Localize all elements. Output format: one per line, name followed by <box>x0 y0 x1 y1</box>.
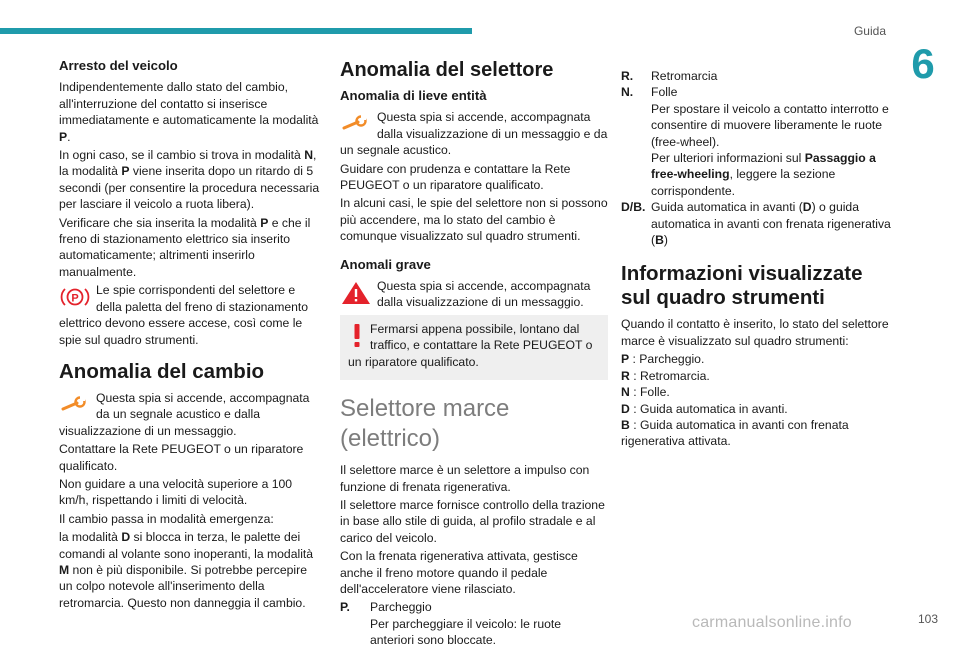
heading-arresto: Arresto del veicolo <box>59 58 178 73</box>
list-item: N : Folle. <box>621 385 670 400</box>
wrench-warning-icon <box>59 392 91 418</box>
definition-db: D/B. Guida automatica in avanti (D) o guida automatica in avanti con frenata rigenerativa (B) <box>621 200 891 248</box>
heading-selettore-elettrico: Selettore marce (elettrico) <box>340 395 510 453</box>
list-item: B : Guida automatica in avanti con frenata rigenerativa attivata. <box>621 417 849 449</box>
column-left: Arresto del veicolo Indipendentemente dallo stato del cambio, all'interruzione del contatto si inserisce immediatamente e automaticamente la modalità P. In ogni caso, se il cambio si trova in modalità N, la modalità P viene inserita dopo un ritardo di 5 secondi (per consentire la procedura necessaria per lasciare il veicolo a ruota libera). Verificare che sia inserita la modalità P e che il freno di stazionamento elettrico sia inserito automaticamente; altrimenti inserirlo manualmente. P Le spie corrispondenti del selettore e della paletta del freno di stazionamento elettrico devono essere accese, così come le spie sul quadro strumenti. Anomalia del cambio Questa spia si accende, accompagnata da un segnale acustico e dalla visualizzazione di un messaggio. Contattare la Rete PEUGEOT o un riparatore qualificato. Non guidare a una velocità superiore a 100 km/h, rispettando i limiti di velocità. Il cambio passa in modalità emergenza: la modalità D si blocca in terza, le palette dei comandi al volante sono inoperanti, la modalità M non è più disponibile. Si potrebbe percepire un colpo notevole all'inserimento della retromarcia. Questo non danneggia il cambio. <box>59 58 320 610</box>
section-title: Guida <box>853 24 886 38</box>
warning-box: Fermarsi appena possibile, lontano dal traffico, e contattare la Rete PEUGEOT o un riparatore qualificato. <box>340 315 608 380</box>
exclamation-icon <box>348 321 366 349</box>
heading-grave: Anomali grave <box>340 256 431 272</box>
definition-p: P. Parcheggio Per parcheggiare il veicolo: le ruote anteriori sono bloccate. <box>340 600 562 648</box>
heading-anomalia-selettore: Anomalia del selettore <box>340 59 554 81</box>
definition-r: R. Retromarcia <box>621 69 718 83</box>
list-item: R : Retromarcia. <box>621 368 710 383</box>
chapter-number: 6 <box>911 40 935 87</box>
parking-brake-icon <box>59 284 91 310</box>
paragraph: la modalità D si blocca in terza, le palette dei comandi al volante sono inoperanti, la modalità M non è più disponibile. Si potrebbe percepire un colpo notevole all'inserimento della retromarcia. Questo non danneggia il cambio. <box>59 530 314 610</box>
column-middle: Anomalia del selettore Anomalia di lieve entità Questa spia si accende, accompagnata dalla visualizzazione di un messaggio e da un segnale acustico. Guidare con prudenza e contattare la Rete PEUGEOT o un riparatore qualificato. In alcuni casi, le spie del selettore non si possono più accendere, ma lo stato del cambio è comunque visualizzato sul quadro strumenti. Anomali grave Questa spia si accende, accompagnata dalla visualizzazione di un messaggio. Fermarsi appena possibile, lontano dal traffico, e contattare la Rete PEUGEOT o un riparatore qualificato. Selettore marce (elettrico) Il selettore marce è un selettore a impulso con funzione di frenata rigenerativa. Il selettore marce fornisce controllo della trazione in base allo stile di guida, al profilo stradale e al carico del veicolo. Con la frenata rigenerativa attivata, gestisce anche il freno motore quando il pedale dell'acceleratore viene rilasciato. P. Parcheggio Per parcheggiare il veicolo: le ruote anteriori sono bloccate. <box>340 59 608 648</box>
heading-informazioni: Informazioni visualizzate sul quadro strumenti <box>621 262 863 310</box>
parking-brake-note: P Le spie corrispondenti del selettore e della paletta del freno di stazionamento elettrico devono essere accese, così come le spie sul quadro strumenti. <box>59 283 309 347</box>
gear-status-list <box>621 351 891 449</box>
cambio-warning-note: Questa spia si accende, accompagnata da un segnale acustico e dalla visualizzazione di un messaggio. <box>59 390 310 438</box>
list-item: P : Parcheggio. <box>621 352 705 367</box>
paragraph: In ogni caso, se il cambio si trova in modalità N, la modalità P viene inserita dopo un ritardo di 5 secondi (per consentire la procedura necessaria per lasciare il veicolo a ruota libera). <box>59 148 320 212</box>
lieve-warning-note: Questa spia si accende, accompagnata dalla visualizzazione di un messaggio e da un segnale acustico. <box>340 110 608 158</box>
watermark: carmanualsonline.info <box>692 614 852 631</box>
page-number: 103 <box>917 612 938 626</box>
svg-text:P: P <box>71 292 79 305</box>
paragraph: Verificare che sia inserita la modalità P e che il freno di stazionamento elettrico sia inserito automaticamente; altrimenti inserirlo manualmente. <box>59 215 311 279</box>
alert-triangle-icon <box>340 280 372 306</box>
wrench-warning-icon <box>340 111 372 137</box>
heading-anomalia-cambio: Anomalia del cambio <box>59 359 265 383</box>
list-item: D : Guida automatica in avanti. <box>621 401 788 416</box>
header-accent-bar <box>0 28 472 34</box>
definition-n: N. Folle Per spostare il veicolo a contatto interrotto e consentire di muovere liberamente le ruote (free-wheel). Per ulteriori informazioni sul Passaggio a free-wheeling, leggere la sezione corrispondente. <box>621 85 889 198</box>
paragraph: Indipendentemente dallo stato del cambio, all'interruzione del contatto si inserisce immediatamente e automaticamente la modalità P. <box>59 80 319 144</box>
grave-warning-note: Questa spia si accende, accompagnata dalla visualizzazione di un messaggio. <box>340 278 608 311</box>
column-right: R. Retromarcia N. Folle Per spostare il veicolo a contatto interrotto e consentire di muovere liberamente le ruote (free-wheel). Per ulteriori informazioni sul Passaggio a free-wheeling, leggere la sezione corrispondente. D/B. Guida automatica in avanti (D) o guida automatica in avanti con frenata rigenerativa (B) Informazioni visualizzate sul quadro strumenti Quando il contatto è inserito, lo stato del selettore marce è visualizzato sul quadro strumenti: P : Parcheggio. R : Retromarcia. N : Folle. D : Guida automatica in avanti. B : Guida automatica in avanti con frenata rigenerativa attivata. <box>621 69 891 449</box>
heading-lieve: Anomalia di lieve entità <box>340 88 487 103</box>
